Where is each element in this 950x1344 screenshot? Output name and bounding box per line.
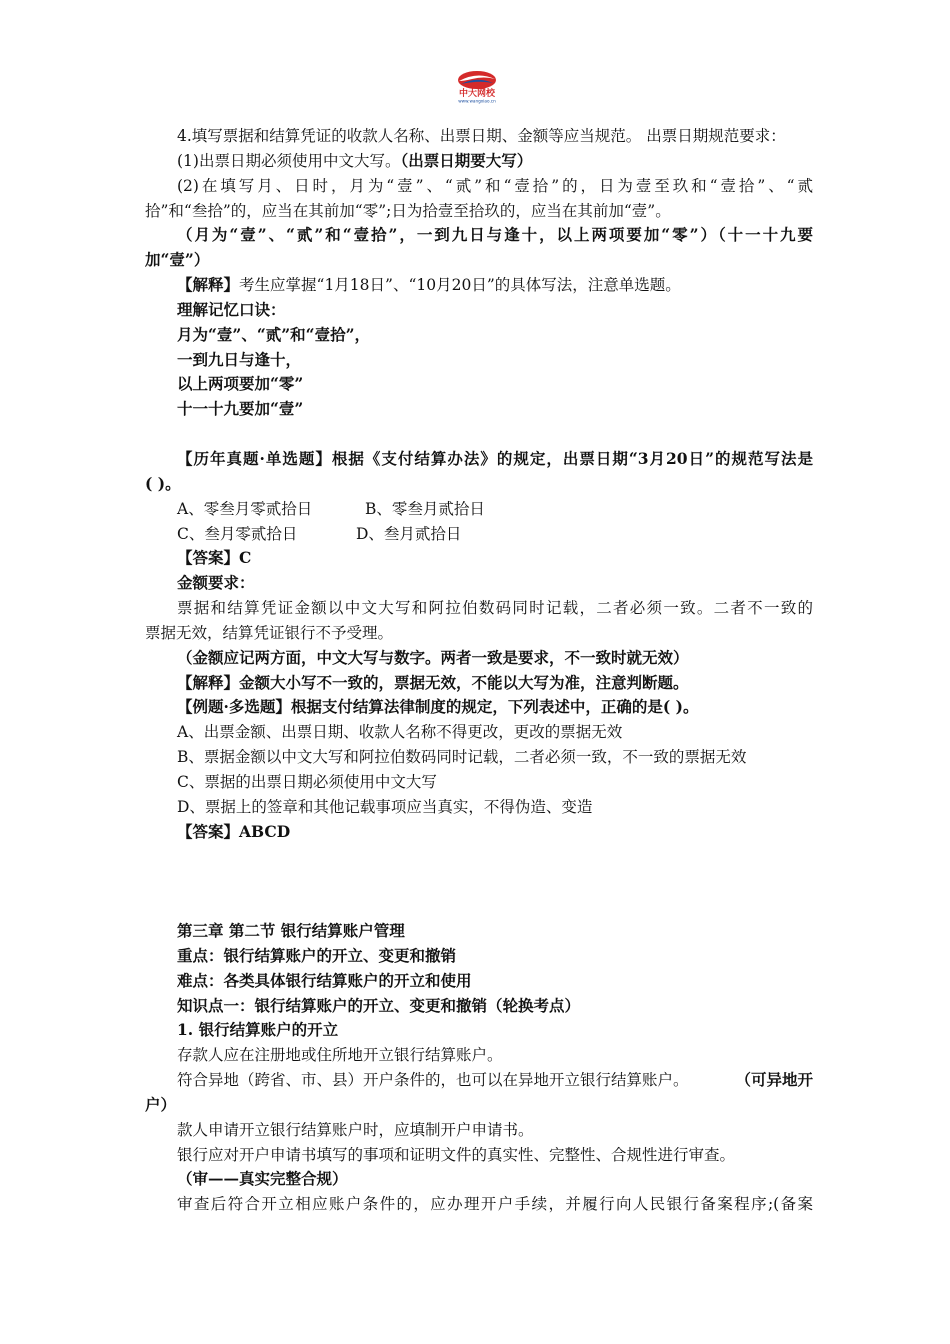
blank-space bbox=[145, 844, 813, 919]
logo-emblem-icon bbox=[444, 68, 510, 104]
mnemonic-title: 理解记忆口诀： bbox=[177, 299, 286, 319]
text-span: (1)出票日期必须使用中文大写。 bbox=[177, 151, 401, 170]
question-stem: 【历年真题·单选题】根据《支付结算办法》的规定，出票日期“3月20日”的规范写法是 bbox=[177, 448, 813, 468]
paragraph-line bbox=[145, 149, 813, 174]
option-b: B、零叁月贰拾日 bbox=[365, 499, 485, 518]
blank-line bbox=[145, 422, 813, 447]
emphasis-line: 户） bbox=[145, 1094, 177, 1114]
options-row bbox=[145, 522, 813, 547]
emphasis-text: （可异地开 bbox=[735, 1070, 813, 1090]
emphasis-line: 加“壹”） bbox=[145, 250, 210, 270]
paragraph-line bbox=[145, 1068, 813, 1093]
mnemonic-line: 以上两项要加“零” bbox=[177, 374, 304, 394]
paragraph-line: 票据和结算凭证金额以中文大写和阿拉伯数码同时记载，二者必须一致。二者不一致的 bbox=[177, 599, 813, 618]
paragraph-line bbox=[145, 273, 813, 298]
mnemonic-line: 月为“壹”、“贰”和“壹拾”， bbox=[177, 324, 370, 344]
answer-line: 【答案】ABCD bbox=[177, 821, 291, 841]
options-row bbox=[145, 497, 813, 522]
subsection-heading: 1. 银行结算账户的开立 bbox=[177, 1020, 339, 1040]
document-page bbox=[145, 124, 813, 1217]
paragraph-line: 存款人应在注册地或住所地开立银行结算账户。 bbox=[177, 1046, 503, 1065]
option-line: A、出票金额、出票日期、收款人名称不得更改，更改的票据无效 bbox=[177, 723, 623, 742]
question-stem: 【例题·多选题】根据支付结算法律制度的规定，下列表述中，正确的是( )。 bbox=[177, 697, 699, 717]
mnemonic-line: 十一十九要加“壹” bbox=[177, 399, 304, 419]
key-point-line: 重点：银行结算账户的开立、变更和撤销 bbox=[177, 945, 457, 965]
paragraph-line: 拾”和“叁拾”的，应当在其前加“零”;日为拾壹至拾玖的，应当在其前加“壹”。 bbox=[145, 201, 671, 220]
knowledge-point-heading: 知识点一：银行结算账户的开立、变更和撤销（轮换考点） bbox=[177, 995, 581, 1015]
paragraph-line: 银行应对开户申请书填写的事项和证明文件的真实性、完整性、合规性进行审查。 bbox=[177, 1145, 736, 1164]
chapter-heading: 第三章 第二节 银行结算账户管理 bbox=[177, 920, 405, 940]
answer-line: 【答案】C bbox=[177, 548, 252, 568]
paragraph-line: 款人申请开立银行结算账户时，应填制开户申请书。 bbox=[177, 1120, 534, 1139]
paragraph-line: (2)在填写月、日时，月为“壹”、“贰”和“壹拾”的，日为壹至玖和“壹拾”、“贰 bbox=[177, 176, 813, 195]
mnemonic-line: 一到九日与逢十， bbox=[177, 349, 302, 369]
explanation-line: 【解释】金额大小写不一致的，票据无效，不能以大写为准，注意判断题。 bbox=[177, 672, 689, 692]
option-d: D、叁月贰拾日 bbox=[356, 524, 462, 543]
logo-url-text: www.wangxiao.cn bbox=[458, 98, 496, 104]
emphasis-line: （审——真实完整合规） bbox=[177, 1169, 348, 1189]
option-line: B、票据金额以中文大写和阿拉伯数码同时记载，二者必须一致，不一致的票据无效 bbox=[177, 748, 747, 767]
section-label: 金额要求： bbox=[177, 573, 255, 593]
option-a: A、零叁月零贰拾日 bbox=[177, 499, 313, 518]
option-line: C、票据的出票日期必须使用中文大写 bbox=[177, 772, 437, 791]
emphasis-line: （金额应记两方面，中文大写与数字。两者一致是要求，不一致时就无效） bbox=[177, 647, 689, 667]
option-line: D、票据上的签章和其他记载事项应当真实，不得伪造、变造 bbox=[177, 797, 593, 816]
paragraph-line: 票据无效，结算凭证银行不予受理。 bbox=[145, 623, 394, 642]
text-span: 符合异地（跨省、市、县）开户条件的，也可以在异地开立银行结算账户。 bbox=[177, 1071, 689, 1090]
emphasis-line: （月为“壹”、“贰”和“壹拾”，一到九日与逢十，以上两项要加“零”）（十一十九要 bbox=[177, 225, 813, 245]
question-stem: ( )。 bbox=[145, 473, 181, 493]
explanation-label: 【解释】 bbox=[177, 275, 240, 295]
school-logo bbox=[444, 68, 510, 104]
option-c: C、叁月零贰拾日 bbox=[177, 524, 298, 543]
text-span: 考生应掌握“1月18日”、“10月20日”的具体写法，注意单选题。 bbox=[239, 276, 681, 295]
paragraph-line: 审查后符合开立相应账户条件的，应办理开户手续，并履行向人民银行备案程序;(备案 bbox=[177, 1195, 813, 1214]
paragraph-line: 4.填写票据和结算凭证的收款人名称、出票日期、金额等应当规范。 出票日期规范要求： bbox=[177, 127, 786, 145]
difficulty-line: 难点：各类具体银行结算账户的开立和使用 bbox=[177, 970, 472, 990]
emphasis-text: （出票日期要大写） bbox=[400, 150, 533, 170]
logo-text: 中大网校 bbox=[458, 89, 496, 99]
